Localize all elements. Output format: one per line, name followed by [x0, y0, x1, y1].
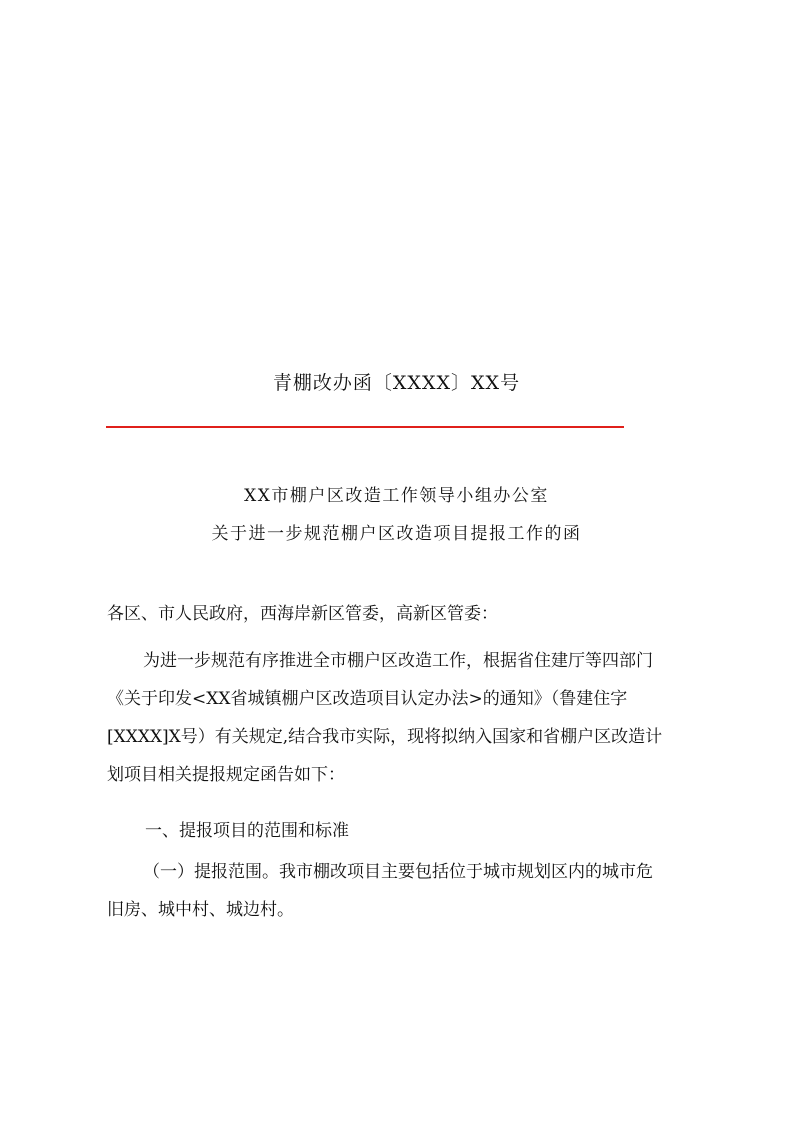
document-title-line-1: XX市棚户区改造工作领导小组办公室	[244, 486, 549, 506]
paragraph-1-line-2: 《关于印发<XX省城镇棚户区改造项目认定办法>的通知》（鲁建住字	[107, 689, 628, 709]
paragraph-2	[107, 853, 693, 929]
paragraph-1-line-4: 划项目相关提报规定函告如下：	[107, 765, 345, 785]
section-1-heading: 一、提报项目的范围和标准	[145, 821, 349, 841]
salutation: 各区、市人民政府，西海岸新区管委，高新区管委：	[107, 604, 498, 624]
red-header-rule	[106, 426, 624, 428]
paragraph-2-line-1: （一）提报范围。我市棚改项目主要包括位于城市规划区内的城市危	[143, 862, 653, 882]
document-title-line-2: 关于进一步规范棚户区改造项目提报工作的函	[211, 524, 582, 544]
paragraph-1-line-1: 为进一步规范有序推进全市棚户区改造工作，根据省住建厅等四部门	[143, 651, 653, 671]
paragraph-1	[107, 642, 693, 794]
paragraph-1-line-3: [XXXX]X号）有关规定,结合我市实际，现将拟纳入国家和省棚户区改造计	[107, 727, 663, 747]
paragraph-2-line-2: 旧房、城中村、城边村。	[107, 900, 294, 920]
document-number: 青棚改办函〔XXXX〕XX号	[272, 372, 521, 394]
